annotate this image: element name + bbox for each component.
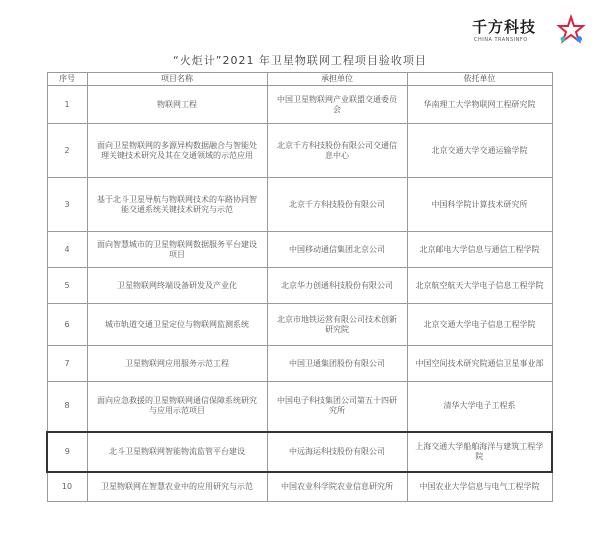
table-row — [47, 472, 552, 502]
row-undertaking-unit: 中国移动通信集团北京公司 — [267, 232, 407, 268]
row-supporting-unit: 北京邮电大学信息与通信工程学院 — [407, 232, 552, 268]
table-row — [47, 178, 552, 232]
header-supporting-unit: 依托单位 — [407, 73, 552, 86]
row-undertaking-unit: 北京千方科技股份有限公司 — [267, 178, 407, 232]
header-undertaking-unit: 承担单位 — [267, 73, 407, 86]
row-project-name: 北斗卫星物联网智能物流监管平台建设 — [87, 432, 267, 472]
row-undertaking-unit: 北京千方科技股份有限公司交通信息中心 — [267, 124, 407, 178]
row-undertaking-unit: 中国农业科学院农业信息研究所 — [267, 472, 407, 502]
row-project-name: 物联网工程 — [87, 86, 267, 124]
table-row — [47, 268, 552, 304]
brand-logo — [468, 12, 586, 52]
row-supporting-unit: 华南理工大学物联网工程研究院 — [407, 86, 552, 124]
logo-text: 千方科技 — [472, 18, 537, 36]
row-index: 3 — [47, 178, 87, 232]
row-undertaking-unit: 中远海运科技股份有限公司 — [267, 432, 407, 472]
row-index: 9 — [47, 432, 87, 472]
row-supporting-unit: 北京交通大学电子信息工程学院 — [407, 304, 552, 346]
row-undertaking-unit: 中国卫通集团股份有限公司 — [267, 346, 407, 382]
table-row — [47, 346, 552, 382]
row-index: 1 — [47, 86, 87, 124]
row-index: 4 — [47, 232, 87, 268]
row-index: 7 — [47, 346, 87, 382]
row-supporting-unit: 北京交通大学交通运输学院 — [407, 124, 552, 178]
project-table — [46, 72, 553, 502]
table-row — [47, 232, 552, 268]
table-row — [47, 382, 552, 432]
row-supporting-unit: 清华大学电子工程系 — [407, 382, 552, 432]
row-index: 2 — [47, 124, 87, 178]
row-undertaking-unit: 中国卫星物联网产业联盟交通委员会 — [267, 86, 407, 124]
table-row — [47, 86, 552, 124]
row-project-name: 卫星物联网终端设备研发及产业化 — [87, 268, 267, 304]
row-undertaking-unit: 北京市地铁运营有限公司技术创新研究院 — [267, 304, 407, 346]
row-project-name: 城市轨道交通卫星定位与物联网监测系统 — [87, 304, 267, 346]
logo-star-icon — [556, 14, 586, 44]
row-supporting-unit: 中国空间技术研究院通信卫星事业部 — [407, 346, 552, 382]
row-index: 8 — [47, 382, 87, 432]
row-project-name: 面向卫星物联网的多源异构数据融合与智能处理关键技术研究及其在交通领域的示范应用 — [87, 124, 267, 178]
logo-subtext: CHINA TRANSINFO — [474, 37, 528, 43]
table-row — [47, 304, 552, 346]
document-title: “火炬计”2021 年卫星物联网工程项目验收项目 — [173, 54, 427, 67]
row-supporting-unit: 中国农业大学信息与电气工程学院 — [407, 472, 552, 502]
row-supporting-unit: 中国科学院计算技术研究所 — [407, 178, 552, 232]
row-undertaking-unit: 北京华力创通科技股份有限公司 — [267, 268, 407, 304]
row-project-name: 面向应急救援的卫星物联网通信保障系统研究与应用示范项目 — [87, 382, 267, 432]
row-supporting-unit: 上海交通大学船舶海洋与建筑工程学院 — [407, 432, 552, 472]
row-index: 5 — [47, 268, 87, 304]
row-index: 6 — [47, 304, 87, 346]
row-project-name: 面向智慧城市的卫星物联网数据服务平台建设项目 — [87, 232, 267, 268]
row-project-name: 卫星物联网在智慧农业中的应用研究与示范 — [87, 472, 267, 502]
table-header-row — [47, 73, 552, 86]
table-row — [47, 124, 552, 178]
row-project-name: 基于北斗卫星导航与物联网技术的车路协同智能交通系统关键技术研究与示范 — [87, 178, 267, 232]
row-supporting-unit: 北京航空航天大学电子信息工程学院 — [407, 268, 552, 304]
row-project-name: 卫星物联网应用服务示范工程 — [87, 346, 267, 382]
table-row-highlighted — [47, 432, 552, 472]
header-project-name: 项目名称 — [87, 73, 267, 86]
header-index: 序号 — [47, 73, 87, 86]
row-undertaking-unit: 中国电子科技集团公司第五十四研究所 — [267, 382, 407, 432]
row-index: 10 — [47, 472, 87, 502]
